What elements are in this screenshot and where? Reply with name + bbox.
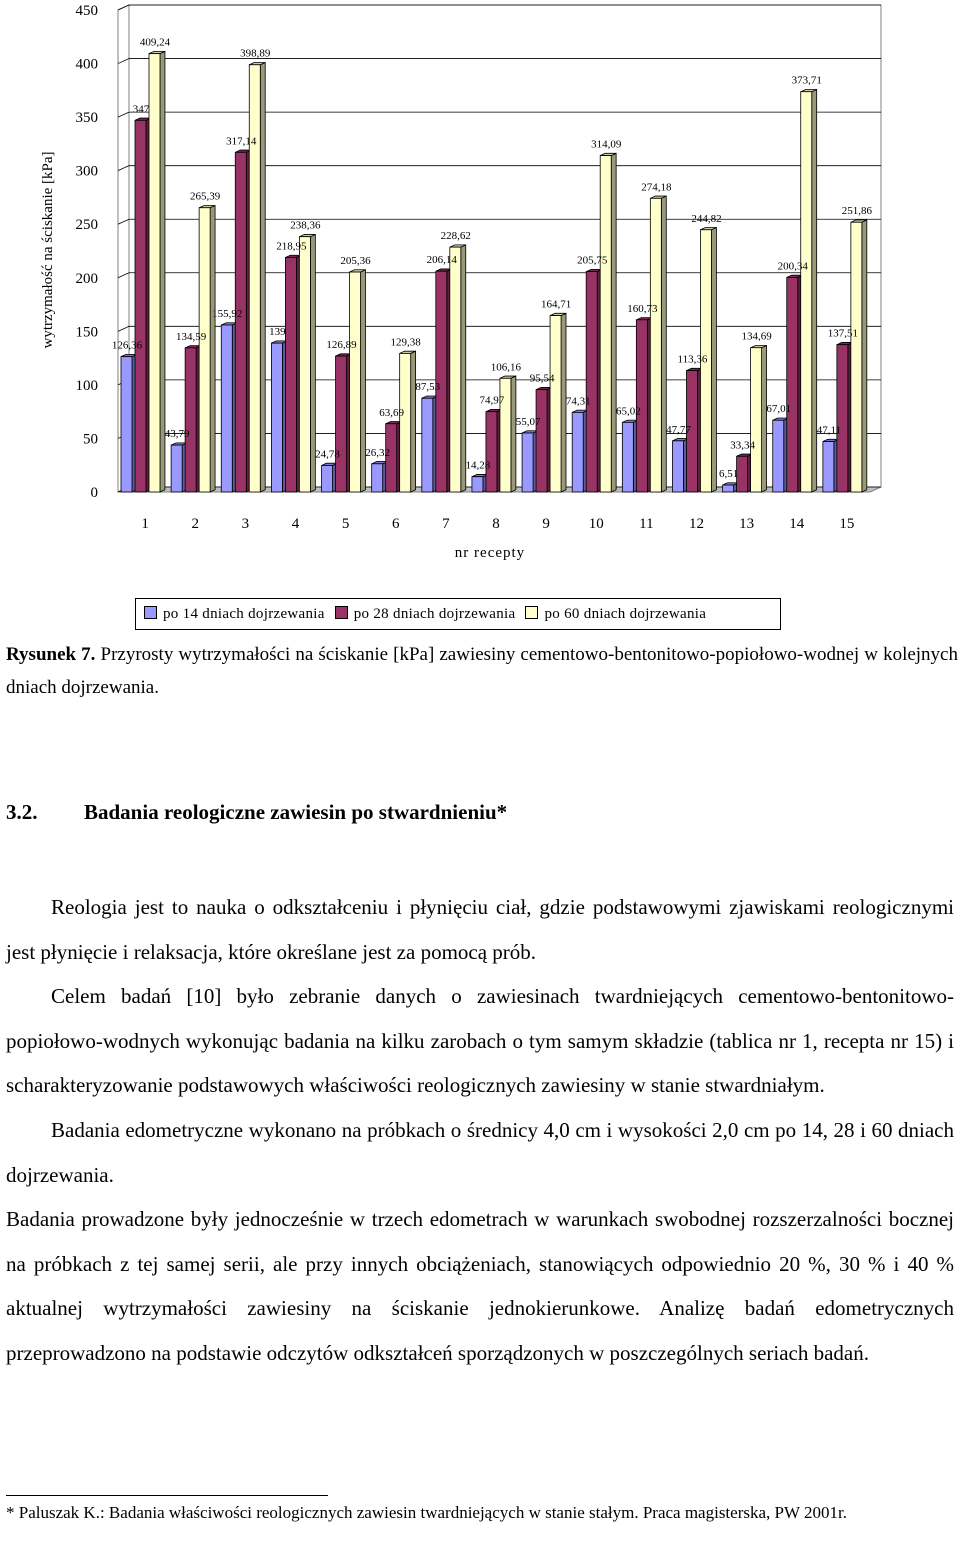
bar-side bbox=[260, 62, 265, 492]
legend-item-14 bbox=[144, 606, 325, 623]
bar-front bbox=[322, 465, 333, 492]
data-label: 126,89 bbox=[326, 339, 357, 352]
bar-14-60 bbox=[801, 89, 817, 492]
bar-front bbox=[400, 353, 411, 492]
chart-legend bbox=[135, 598, 781, 630]
x-axis-label: nr recepty bbox=[454, 545, 526, 561]
x-tick-label: 7 bbox=[442, 516, 450, 532]
x-tick-label: 5 bbox=[341, 516, 350, 532]
bar-13-28 bbox=[737, 454, 753, 492]
bar-front bbox=[171, 445, 182, 492]
data-label: 26,32 bbox=[365, 446, 391, 459]
bar-front bbox=[149, 54, 160, 492]
data-label: 87,53 bbox=[415, 381, 441, 394]
bar-front bbox=[650, 198, 661, 492]
data-label: 314,09 bbox=[591, 138, 622, 151]
bar-14-14 bbox=[773, 418, 789, 492]
data-label: 134,69 bbox=[741, 330, 772, 343]
paragraph-4: Badania prowadzone były jednocześnie w trzech edometrach w warunkach swobodnej rozszerzalności bocznej na próbkach z tej samej serii, ale przy innych obciążeniach, stanowiących odpowiednio 20 %, 30 % i 40 % aktualnej wytrzymałości zawiesiny na ściskanie jednokierunkowe. Analizę badań edometrycznych przeprowadzono na podstawie odczytów odkształceń sporządzonych w poszczególnych seriach badań. bbox=[6, 1207, 954, 1365]
x-tick-label: 13 bbox=[739, 516, 755, 532]
data-label: 409,24 bbox=[139, 36, 171, 49]
bar-10-28 bbox=[586, 269, 602, 492]
data-label: 317,14 bbox=[226, 135, 257, 148]
bar-12-14 bbox=[672, 439, 688, 492]
bar-5-14 bbox=[322, 463, 338, 492]
bar-1-60 bbox=[149, 51, 165, 492]
bar-front bbox=[737, 456, 748, 492]
bar-2-60 bbox=[199, 205, 215, 492]
bar-4-14 bbox=[271, 341, 287, 492]
figure-caption bbox=[6, 638, 958, 704]
caption-text: Przyrosty wytrzymałości na ściskanie [kPa] zawiesiny cementowo-bentonitowo-popiołowo-wodnej w kolejnych dniach dojrzewania. bbox=[6, 644, 958, 698]
y-tick-label: 400 bbox=[75, 56, 98, 73]
bar-7-14 bbox=[422, 396, 438, 492]
data-label: 139 bbox=[269, 326, 286, 339]
bar-10-60 bbox=[600, 153, 616, 492]
bar-side bbox=[411, 351, 416, 492]
data-label: 106,16 bbox=[490, 361, 522, 374]
bar-front bbox=[550, 316, 561, 492]
legend-item-60 bbox=[525, 606, 706, 623]
data-label: 373,71 bbox=[791, 74, 822, 87]
paragraph-1: Reologia jest to nauka o odkształceniu i płynięciu ciał, gdzie podstawowymi zjawiskami reologicznymi jest płynięcie i relaksacja, które określane jest za pomocą prób. bbox=[6, 895, 954, 964]
bar-front bbox=[672, 441, 683, 492]
bar-front bbox=[372, 464, 383, 492]
x-tick-label: 6 bbox=[391, 516, 400, 532]
data-label: 14,28 bbox=[465, 459, 491, 472]
bar-front bbox=[536, 390, 547, 492]
data-label: 47,77 bbox=[666, 423, 691, 436]
bar-front bbox=[823, 442, 834, 492]
paragraph-3: Badania edometryczne wykonano na próbkach o średnicy 4,0 cm i wysokości 2,0 cm po 14, 28 i 60 dniach dojrzewania. bbox=[6, 1117, 954, 1187]
bar-front bbox=[723, 485, 734, 492]
data-label: 251,86 bbox=[841, 205, 872, 218]
bar-side bbox=[611, 153, 616, 492]
data-label: 129,38 bbox=[390, 336, 421, 349]
bar-8-60 bbox=[500, 376, 516, 492]
bar-13-60 bbox=[751, 345, 767, 492]
bar-7-60 bbox=[450, 245, 466, 492]
bar-15-28 bbox=[837, 342, 853, 492]
data-label: 74,31 bbox=[565, 395, 591, 408]
caption-label: Rysunek 7. bbox=[6, 644, 96, 665]
data-label: 134,59 bbox=[176, 330, 207, 343]
bar-13-14 bbox=[723, 483, 739, 492]
bar-front bbox=[249, 65, 260, 492]
data-label: 218,95 bbox=[276, 240, 307, 253]
paragraph-2: Celem badań [10] było zebranie danych o zawiesinach twardniejących cementowo-bentonitowo-popiołowo-wodnych wykonując badania na kilku zarobach o tym samym składzie (tablica nr 1, recepta nr 15) i scharakteryzowanie podstawowych właściwości reologicznych zawiesiny w stanie stwardniałym. bbox=[6, 984, 954, 1098]
bar-11-60 bbox=[650, 196, 666, 492]
bar-9-14 bbox=[522, 431, 538, 492]
bar-front bbox=[350, 272, 361, 492]
y-tick-label: 450 bbox=[75, 3, 98, 19]
data-label: 47,11 bbox=[816, 424, 842, 437]
bar-front bbox=[622, 422, 633, 492]
bar-front bbox=[773, 420, 784, 492]
y-tick-label: 200 bbox=[75, 270, 98, 287]
y-tick-label: 50 bbox=[83, 431, 98, 448]
bar-front bbox=[235, 152, 246, 492]
x-tick-label: 4 bbox=[291, 516, 300, 532]
bar-front bbox=[600, 156, 611, 492]
bar-14-28 bbox=[787, 275, 803, 492]
bar-8-28 bbox=[486, 409, 502, 492]
bar-side bbox=[461, 245, 466, 492]
bar-5-60 bbox=[350, 270, 366, 492]
data-label: 137,51 bbox=[827, 327, 858, 340]
bar-front bbox=[299, 237, 310, 492]
data-label: 347 bbox=[132, 103, 150, 116]
data-label: 6,51 bbox=[718, 468, 739, 481]
x-tick-label: 9 bbox=[542, 516, 550, 532]
bar-front bbox=[751, 348, 762, 492]
data-label: 95,54 bbox=[529, 372, 555, 385]
data-label: 205,36 bbox=[340, 255, 371, 268]
bar-front bbox=[486, 412, 497, 492]
y-tick-label: 350 bbox=[75, 110, 98, 127]
x-tick-label: 8 bbox=[492, 516, 500, 532]
x-tick-label: 15 bbox=[839, 516, 855, 532]
bar-6-60 bbox=[400, 351, 416, 492]
x-tick-label: 11 bbox=[639, 516, 654, 532]
bar-front bbox=[271, 343, 282, 492]
bar-side bbox=[711, 228, 716, 492]
bar-front bbox=[422, 398, 433, 492]
data-label: 206,14 bbox=[426, 254, 457, 267]
bar-front bbox=[121, 357, 132, 492]
bar-side bbox=[862, 220, 867, 492]
bar-9-60 bbox=[550, 313, 566, 492]
bar-front bbox=[586, 272, 597, 492]
x-tick-label: 1 bbox=[141, 516, 149, 532]
y-tick-label: 0 bbox=[90, 485, 98, 501]
y-tick-label: 250 bbox=[75, 217, 98, 234]
x-tick-label: 3 bbox=[241, 516, 250, 532]
y-tick-label: 100 bbox=[75, 377, 98, 394]
bar-front bbox=[801, 92, 812, 492]
bar-front bbox=[522, 433, 533, 492]
y-tick-label: 300 bbox=[75, 163, 98, 180]
bar-2-28 bbox=[185, 346, 201, 492]
bar-15-60 bbox=[851, 220, 867, 492]
bar-front bbox=[199, 208, 210, 492]
data-label: 74,97 bbox=[479, 394, 505, 407]
bar-front bbox=[851, 222, 862, 492]
data-label: 43,79 bbox=[164, 428, 190, 441]
y-axis-label: wytrzymałość na ściskanie [kPa] bbox=[40, 151, 56, 349]
bar-side bbox=[210, 205, 215, 492]
bar-1-28 bbox=[135, 118, 151, 492]
footnote: * Paluszak K.: Badania właściwości reologicznych zawiesin twardniejących w stanie stałym. Praca magisterska, PW 2001r. bbox=[6, 1503, 847, 1522]
data-label: 238,36 bbox=[290, 219, 321, 232]
data-label: 244,82 bbox=[691, 212, 722, 225]
bar-side bbox=[160, 51, 165, 492]
bar-front bbox=[450, 247, 461, 492]
legend-swatch-14 bbox=[144, 606, 157, 619]
data-label: 155,92 bbox=[212, 307, 243, 320]
body-text bbox=[6, 885, 954, 1376]
legend-swatch-60 bbox=[525, 606, 538, 619]
bar-3-14 bbox=[221, 323, 237, 492]
data-label: 24,78 bbox=[315, 448, 340, 461]
data-label: 205,75 bbox=[577, 254, 608, 267]
bar-side bbox=[661, 196, 666, 492]
bar-2-14 bbox=[171, 443, 187, 492]
bar-4-28 bbox=[285, 255, 301, 492]
bar-front bbox=[787, 277, 798, 492]
bar-front bbox=[221, 325, 232, 492]
bar-front bbox=[837, 345, 848, 492]
x-tick-label: 10 bbox=[588, 516, 604, 532]
data-label: 164,71 bbox=[540, 298, 572, 311]
section-title: Badania reologiczne zawiesin po stwardnieniu* bbox=[84, 800, 508, 824]
bar-9-28 bbox=[536, 387, 552, 492]
data-label: 63,69 bbox=[379, 406, 405, 419]
legend-label-28: po 28 dniach dojrzewania bbox=[353, 605, 516, 622]
y-tick-label: 150 bbox=[75, 324, 98, 341]
bar-11-14 bbox=[622, 420, 638, 492]
data-label: 126,36 bbox=[111, 339, 143, 352]
data-label: 67,01 bbox=[766, 403, 792, 416]
data-label: 274,18 bbox=[641, 181, 672, 194]
bar-side bbox=[762, 345, 767, 492]
x-tick-label: 14 bbox=[789, 516, 805, 532]
bar-chart bbox=[0, 0, 960, 590]
data-label: 55,07 bbox=[515, 416, 541, 429]
bar-side bbox=[511, 376, 516, 492]
bar-front bbox=[472, 477, 483, 492]
legend-label-14: po 14 dniach dojrzewania bbox=[163, 605, 325, 622]
x-axis-ticks bbox=[141, 516, 854, 532]
bar-6-14 bbox=[372, 462, 388, 492]
data-label: 65,02 bbox=[615, 405, 641, 418]
bar-10-14 bbox=[572, 410, 588, 492]
bar-3-60 bbox=[249, 62, 265, 492]
bar-front bbox=[336, 356, 347, 492]
bar-front bbox=[285, 257, 296, 492]
bar-5-28 bbox=[336, 354, 352, 492]
data-label: 200,34 bbox=[777, 260, 808, 273]
bar-front bbox=[185, 348, 196, 492]
bar-1-14 bbox=[121, 354, 137, 492]
legend-swatch-28 bbox=[335, 606, 348, 619]
legend-item-28 bbox=[335, 606, 516, 623]
data-label: 160,73 bbox=[627, 302, 658, 315]
bar-15-14 bbox=[823, 439, 839, 492]
x-tick-label: 2 bbox=[191, 516, 199, 532]
section-number: 3.2. bbox=[6, 800, 38, 824]
bar-front bbox=[572, 412, 583, 492]
data-label: 228,62 bbox=[440, 230, 471, 243]
y-axis-ticks bbox=[76, 3, 99, 501]
data-label: 398,89 bbox=[240, 47, 271, 60]
legend-label-60: po 60 dniach dojrzewania bbox=[544, 605, 707, 622]
footnote-rule bbox=[6, 1495, 328, 1496]
data-label: 113,36 bbox=[677, 353, 708, 366]
section-heading bbox=[6, 800, 507, 825]
bar-3-28 bbox=[235, 150, 251, 492]
x-tick-label: 12 bbox=[689, 516, 705, 532]
bar-8-14 bbox=[472, 474, 488, 492]
data-label: 265,39 bbox=[190, 190, 221, 203]
bar-front bbox=[135, 120, 146, 492]
bar-4-60 bbox=[299, 234, 315, 492]
data-label: 33,34 bbox=[730, 439, 755, 452]
